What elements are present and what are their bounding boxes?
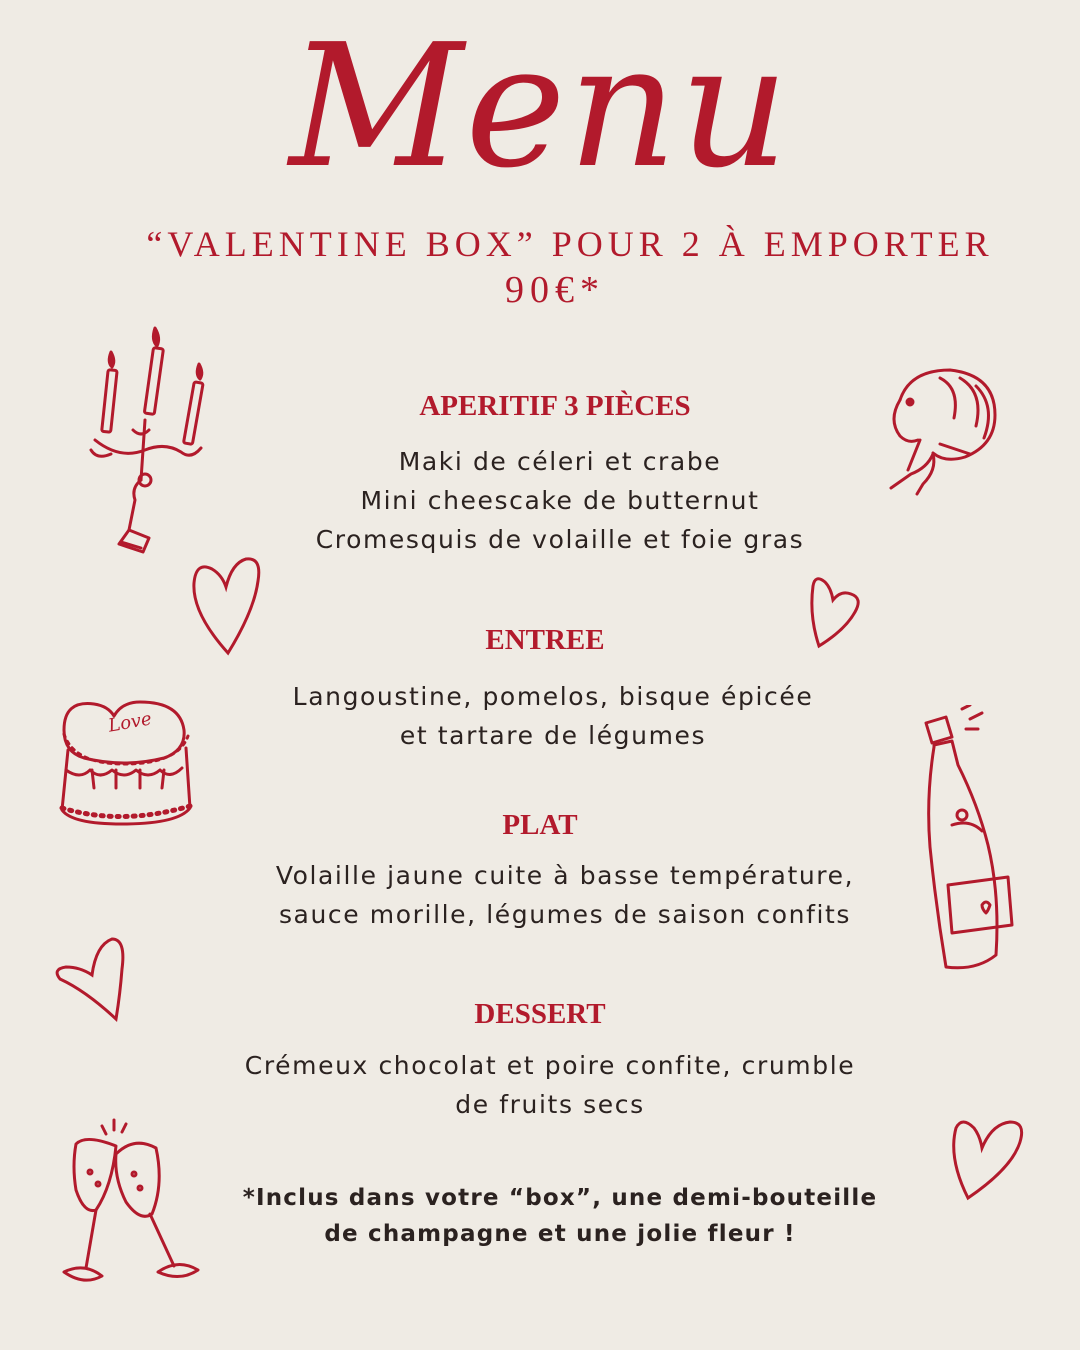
- champagne-glasses-icon: [50, 1112, 210, 1292]
- menu-item: sauce morille, légumes de saison confits: [278, 900, 852, 929]
- menu-item: Cromesquis de volaille et foie gras: [315, 525, 805, 554]
- footnote: [160, 1180, 960, 1252]
- menu-item: Crémeux chocolat et poire confite, crumble: [244, 1051, 856, 1080]
- heart-icon: [188, 555, 263, 660]
- heart-icon: [805, 572, 865, 652]
- candelabra-icon: [75, 320, 215, 560]
- section-title-entree: ENTREE: [485, 624, 605, 656]
- footnote-line: *Inclus dans votre “box”, une demi-bouteille: [242, 1185, 878, 1211]
- heart-icon: [52, 935, 132, 1025]
- menu-item: Mini cheescake de butternut: [360, 486, 760, 515]
- menu-item: et tartare de légumes: [399, 721, 707, 750]
- section-items-plat: [0, 856, 1080, 934]
- page-title: Menu: [289, 8, 791, 206]
- cake-text: Love: [106, 708, 154, 737]
- menu-item: Volaille jaune cuite à basse température,: [275, 861, 855, 890]
- section-title-dessert: DESSERT: [474, 998, 606, 1030]
- heart-icon: [948, 1110, 1028, 1205]
- menu-item: Langoustine, pomelos, bisque épicée: [292, 682, 814, 711]
- section-title-aperitif: APERITIF 3 PIÈCES: [419, 390, 691, 422]
- menu-item: de fruits secs: [455, 1090, 645, 1119]
- champagne-bottle-icon: [920, 705, 1040, 975]
- shrimp-icon: [880, 360, 1010, 500]
- menu-price: 90€*: [505, 269, 605, 311]
- menu-item: Maki de céleri et crabe: [398, 447, 722, 476]
- menu-subtitle: “VALENTINE BOX” POUR 2 À EMPORTER: [146, 224, 994, 264]
- section-title-plat: PLAT: [502, 809, 578, 841]
- footnote-line: de champagne et une jolie fleur !: [324, 1221, 796, 1247]
